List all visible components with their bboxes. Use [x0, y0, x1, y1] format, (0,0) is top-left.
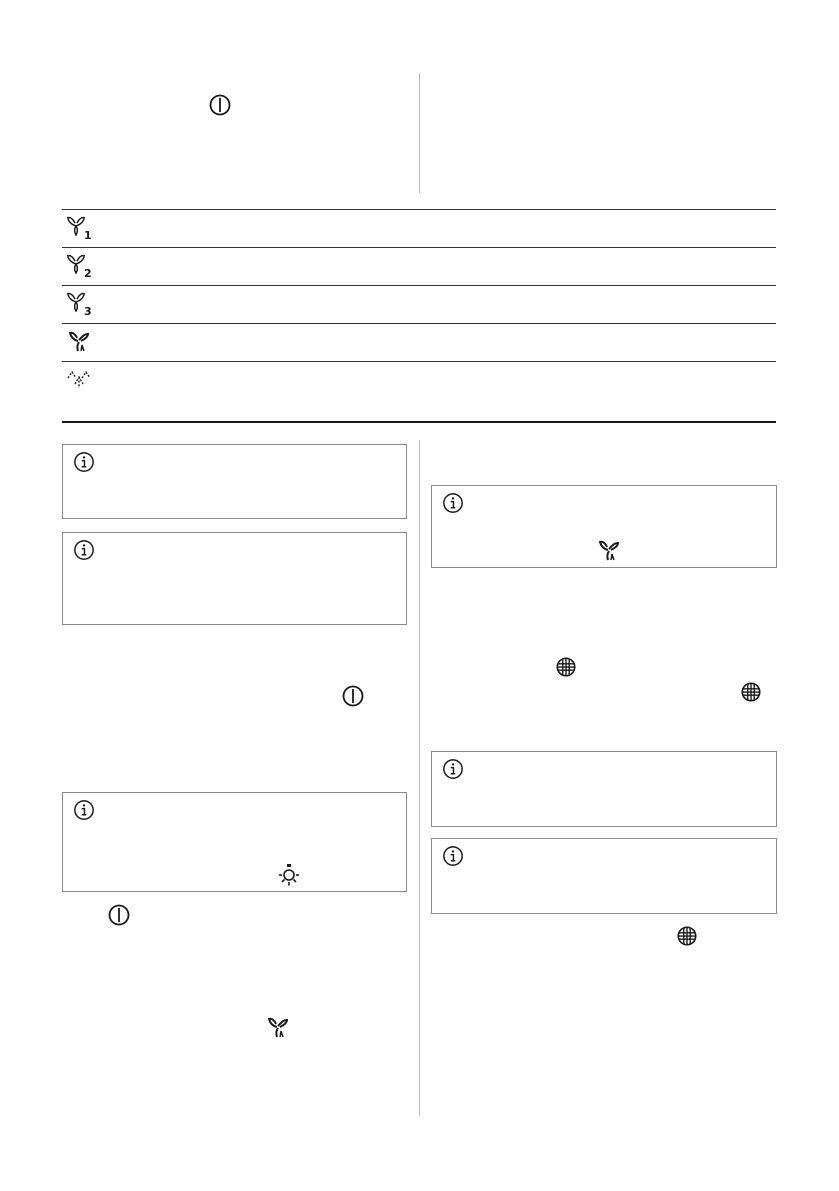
filter-grid-icon	[555, 656, 577, 678]
table-row-rule	[62, 323, 776, 324]
fan-speed-1-icon	[65, 214, 95, 240]
info-note	[62, 444, 407, 519]
column-divider	[419, 440, 420, 1116]
boost-icon	[65, 365, 93, 389]
info-note	[431, 751, 777, 827]
info-note	[62, 792, 407, 892]
svg-text:3: 3	[84, 305, 92, 316]
fan-speed-2-icon	[65, 252, 95, 278]
fan-auto-icon	[597, 538, 621, 562]
info-icon	[73, 451, 95, 473]
info-icon	[442, 758, 464, 780]
filter-grid-icon	[676, 925, 698, 947]
light-icon	[277, 863, 301, 887]
table-row-rule	[62, 247, 776, 248]
svg-text:1: 1	[84, 229, 92, 240]
info-icon	[73, 799, 95, 821]
info-icon	[73, 539, 95, 561]
power-icon	[341, 684, 365, 708]
info-note	[431, 485, 777, 568]
top-column-divider	[419, 73, 420, 193]
svg-text:2: 2	[84, 267, 92, 278]
power-icon	[208, 93, 232, 117]
table-row-rule	[62, 285, 776, 286]
info-note	[62, 532, 407, 625]
fan-auto-icon	[266, 1015, 290, 1039]
table-bottom-rule	[62, 421, 776, 423]
info-note	[431, 838, 777, 914]
table-top-rule	[62, 209, 776, 210]
table-row-rule	[62, 361, 776, 362]
filter-grid-icon	[740, 681, 762, 703]
fan-auto-icon	[66, 329, 92, 353]
fan-speed-3-icon	[65, 290, 95, 316]
info-icon	[442, 845, 464, 867]
power-icon	[107, 903, 131, 927]
info-icon	[442, 492, 464, 514]
